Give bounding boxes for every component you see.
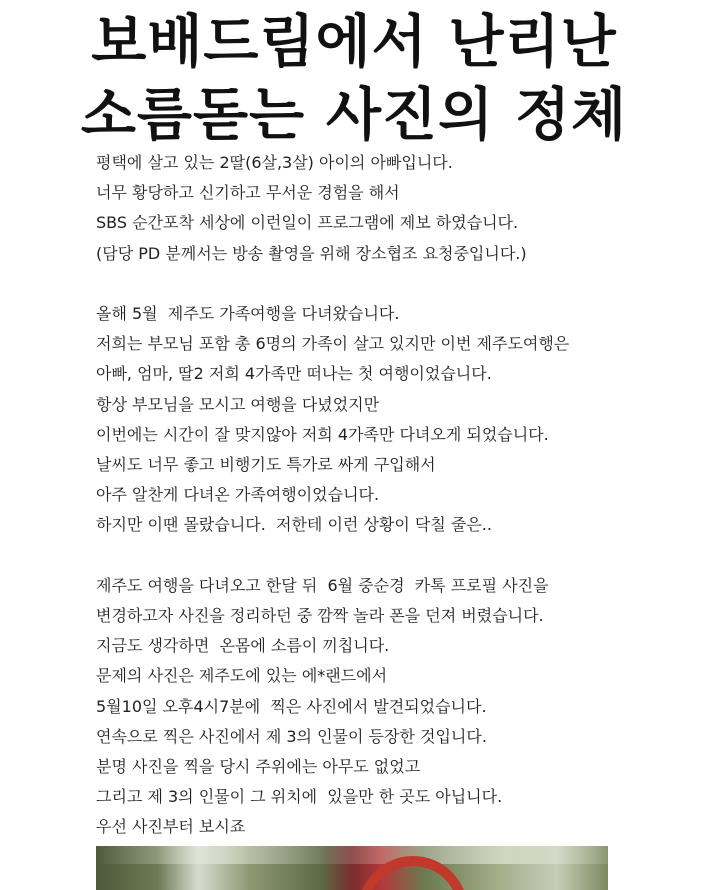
jeju-photo: [96, 846, 608, 890]
body-line: 아주 알찬게 다녀온 가족여행이었습니다.: [96, 485, 380, 505]
body-line: 문제의 사진은 제주도에 있는 에*랜드에서: [96, 666, 388, 686]
paragraph-intro: [96, 148, 696, 269]
photo-sky: [96, 846, 608, 864]
body-line: SBS 순간포착 세상에 이런일이 프로그램에 제보 하였습니다.: [96, 213, 519, 233]
body-line: (담당 PD 분께서는 방송 촬영을 위해 장소협조 요청중입니다.): [96, 243, 527, 263]
headline-line-1: 보배드림에서 난리난: [91, 9, 617, 75]
headline: [0, 6, 708, 152]
paragraph-photo-story: [96, 571, 696, 843]
body-line: 5월10일 오후4시7분에 찍은 사진에서 발견되었습니다.: [96, 696, 487, 716]
paragraph-gap: [96, 269, 696, 299]
paragraph-trip: [96, 299, 696, 541]
body-line: 우선 사진부터 보시죠: [96, 817, 246, 837]
body-line: 너무 황당하고 신기하고 무서운 경험을 해서: [96, 183, 400, 203]
body-line: 평택에 살고 있는 2딸(6살,3살) 아이의 아빠입니다.: [96, 153, 453, 172]
body-line: 저희는 부모님 포함 총 6명의 가족이 살고 있지만 이번 제주도여행은: [96, 334, 570, 354]
body-line: 날씨도 너무 좋고 비행기도 특가로 싸게 구입해서: [96, 455, 436, 475]
body-line: 지금도 생각하면 온몸에 소름이 끼칩니다.: [96, 636, 390, 656]
body-line: 변경하고자 사진을 정리하던 중 깜짝 놀라 폰을 던져 버렸습니다.: [96, 606, 544, 626]
body-line: 아빠, 엄마, 딸2 저희 4가족만 떠나는 첫 여행이었습니다.: [96, 364, 492, 384]
body-line: 제주도 여행을 다녀오고 한달 뒤 6월 중순경 카톡 프로필 사진을: [96, 575, 549, 595]
body-line: 그리고 제 3의 인물이 그 위치에 있을만 한 곳도 아닙니다.: [96, 787, 503, 807]
body-line: 이번에는 시간이 잘 맞지않아 저희 4가족만 다녀오게 되었습니다.: [96, 424, 549, 444]
body-line: 올해 5월 제주도 가족여행을 다녀왔습니다.: [96, 304, 400, 323]
paragraph-gap: [96, 541, 696, 571]
body-line: 하지만 이땐 몰랐습니다. 저한테 이런 상황이 닥칠 줄은..: [96, 515, 492, 535]
body-line: 항상 부모님을 모시고 여행을 다녔었지만: [96, 394, 380, 414]
post-body: [96, 148, 696, 843]
body-line: 분명 사진을 찍을 당시 주위에는 아무도 없었고: [96, 757, 421, 777]
body-line: 연속으로 찍은 사진에서 제 3의 인물이 등장한 것입니다.: [96, 726, 487, 746]
headline-line-2: 소름돋는 사진의 정체: [80, 82, 628, 148]
